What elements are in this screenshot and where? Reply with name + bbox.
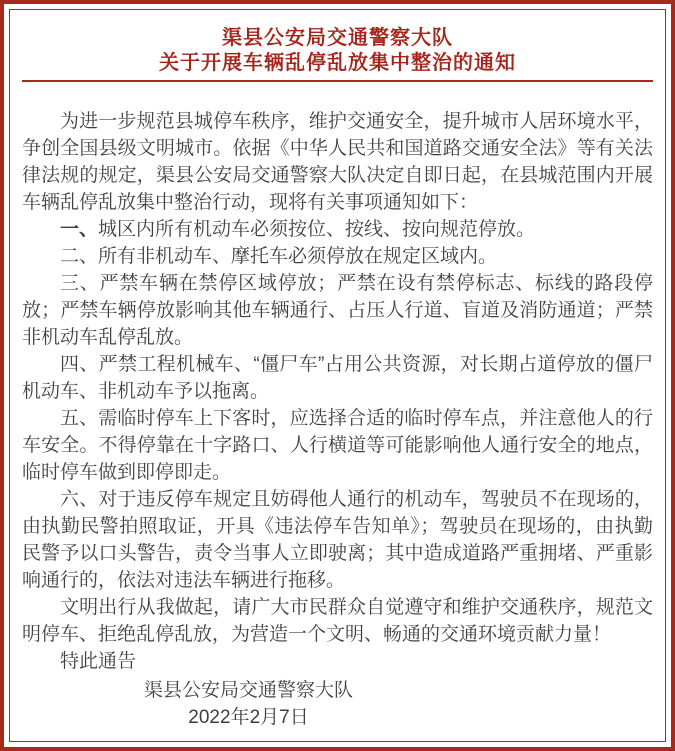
- signature-org: 渠县公安局交通警察大队: [143, 680, 353, 701]
- paragraph-item-4: 四、严禁工程机械车、“僵尸车”占用公共资源，对长期占道停放的僵尸机动车、非机动车予以拖离。: [22, 354, 653, 402]
- paragraph-item-3: 三、严禁车辆在禁停区域停放；严禁在设有禁停标志、标线的路段停放；严禁车辆停放影响其他车辆通行、占压人行道、盲道及消防通道；严禁非机动车乱停乱放。: [22, 273, 653, 348]
- paragraph-closing: 文明出行从我做起，请广大市民群众自觉遵守和维护交通秩序，规范文明停车、拒绝乱停乱放，为营造一个文明、畅通的交通环境贡献力量！: [22, 597, 653, 645]
- notice-title-line-2: 关于开展车辆乱停乱放集中整治的通知: [159, 52, 516, 74]
- paragraph-intro: 为进一步规范县城停车秩序，维护交通安全，提升城市人居环境水平，争创全国县级文明城市。依据《中华人民共和国道路交通安全法》等有关法律法规的规定，渠县公安局交通警察大队决定自即日起，在县城范围内开展车辆乱停乱放集中整治行动，现将有关事项通知如下：: [22, 111, 653, 213]
- notice-header: [22, 26, 653, 76]
- signature-date: 2022年2月7日: [188, 707, 309, 728]
- signature-block: [22, 677, 653, 731]
- paragraph-item-6: 六、对于违反停车规定且妨碍他人通行的机动车，驾驶员不在现场的，由执勤民警拍照取证，开具《违法停车告知单》；驾驶员在现场的，由执勤民警予以口头警告，责令当事人立即驶离；其中造成道路严重拥堵、严重影响通行的，依法对违法车辆进行拖移。: [22, 489, 653, 591]
- notice-title-line-1: 渠县公安局交通警察大队: [222, 27, 453, 49]
- notice-inner-frame: [9, 9, 666, 742]
- paragraph-item-2: 二、所有非机动车、摩托车必须停放在规定区域内。: [60, 246, 498, 267]
- title-divider-rule: [22, 80, 653, 82]
- item-1-text: 城区内所有机动车必须按位、按线、按向规范停放。: [98, 219, 536, 240]
- notice-tail: 特此通告: [60, 651, 137, 672]
- notice-body: [22, 108, 653, 675]
- paragraph-item-1: [22, 216, 653, 243]
- paragraph-item-5: 五、需临时停车上下客时，应选择合适的临时停车点，并注意他人的行车安全。不得停靠在十字路口、人行横道等可能影响他人通行安全的地点，临时停车做到即停即走。: [22, 408, 653, 483]
- item-1-number: 一、: [60, 219, 99, 240]
